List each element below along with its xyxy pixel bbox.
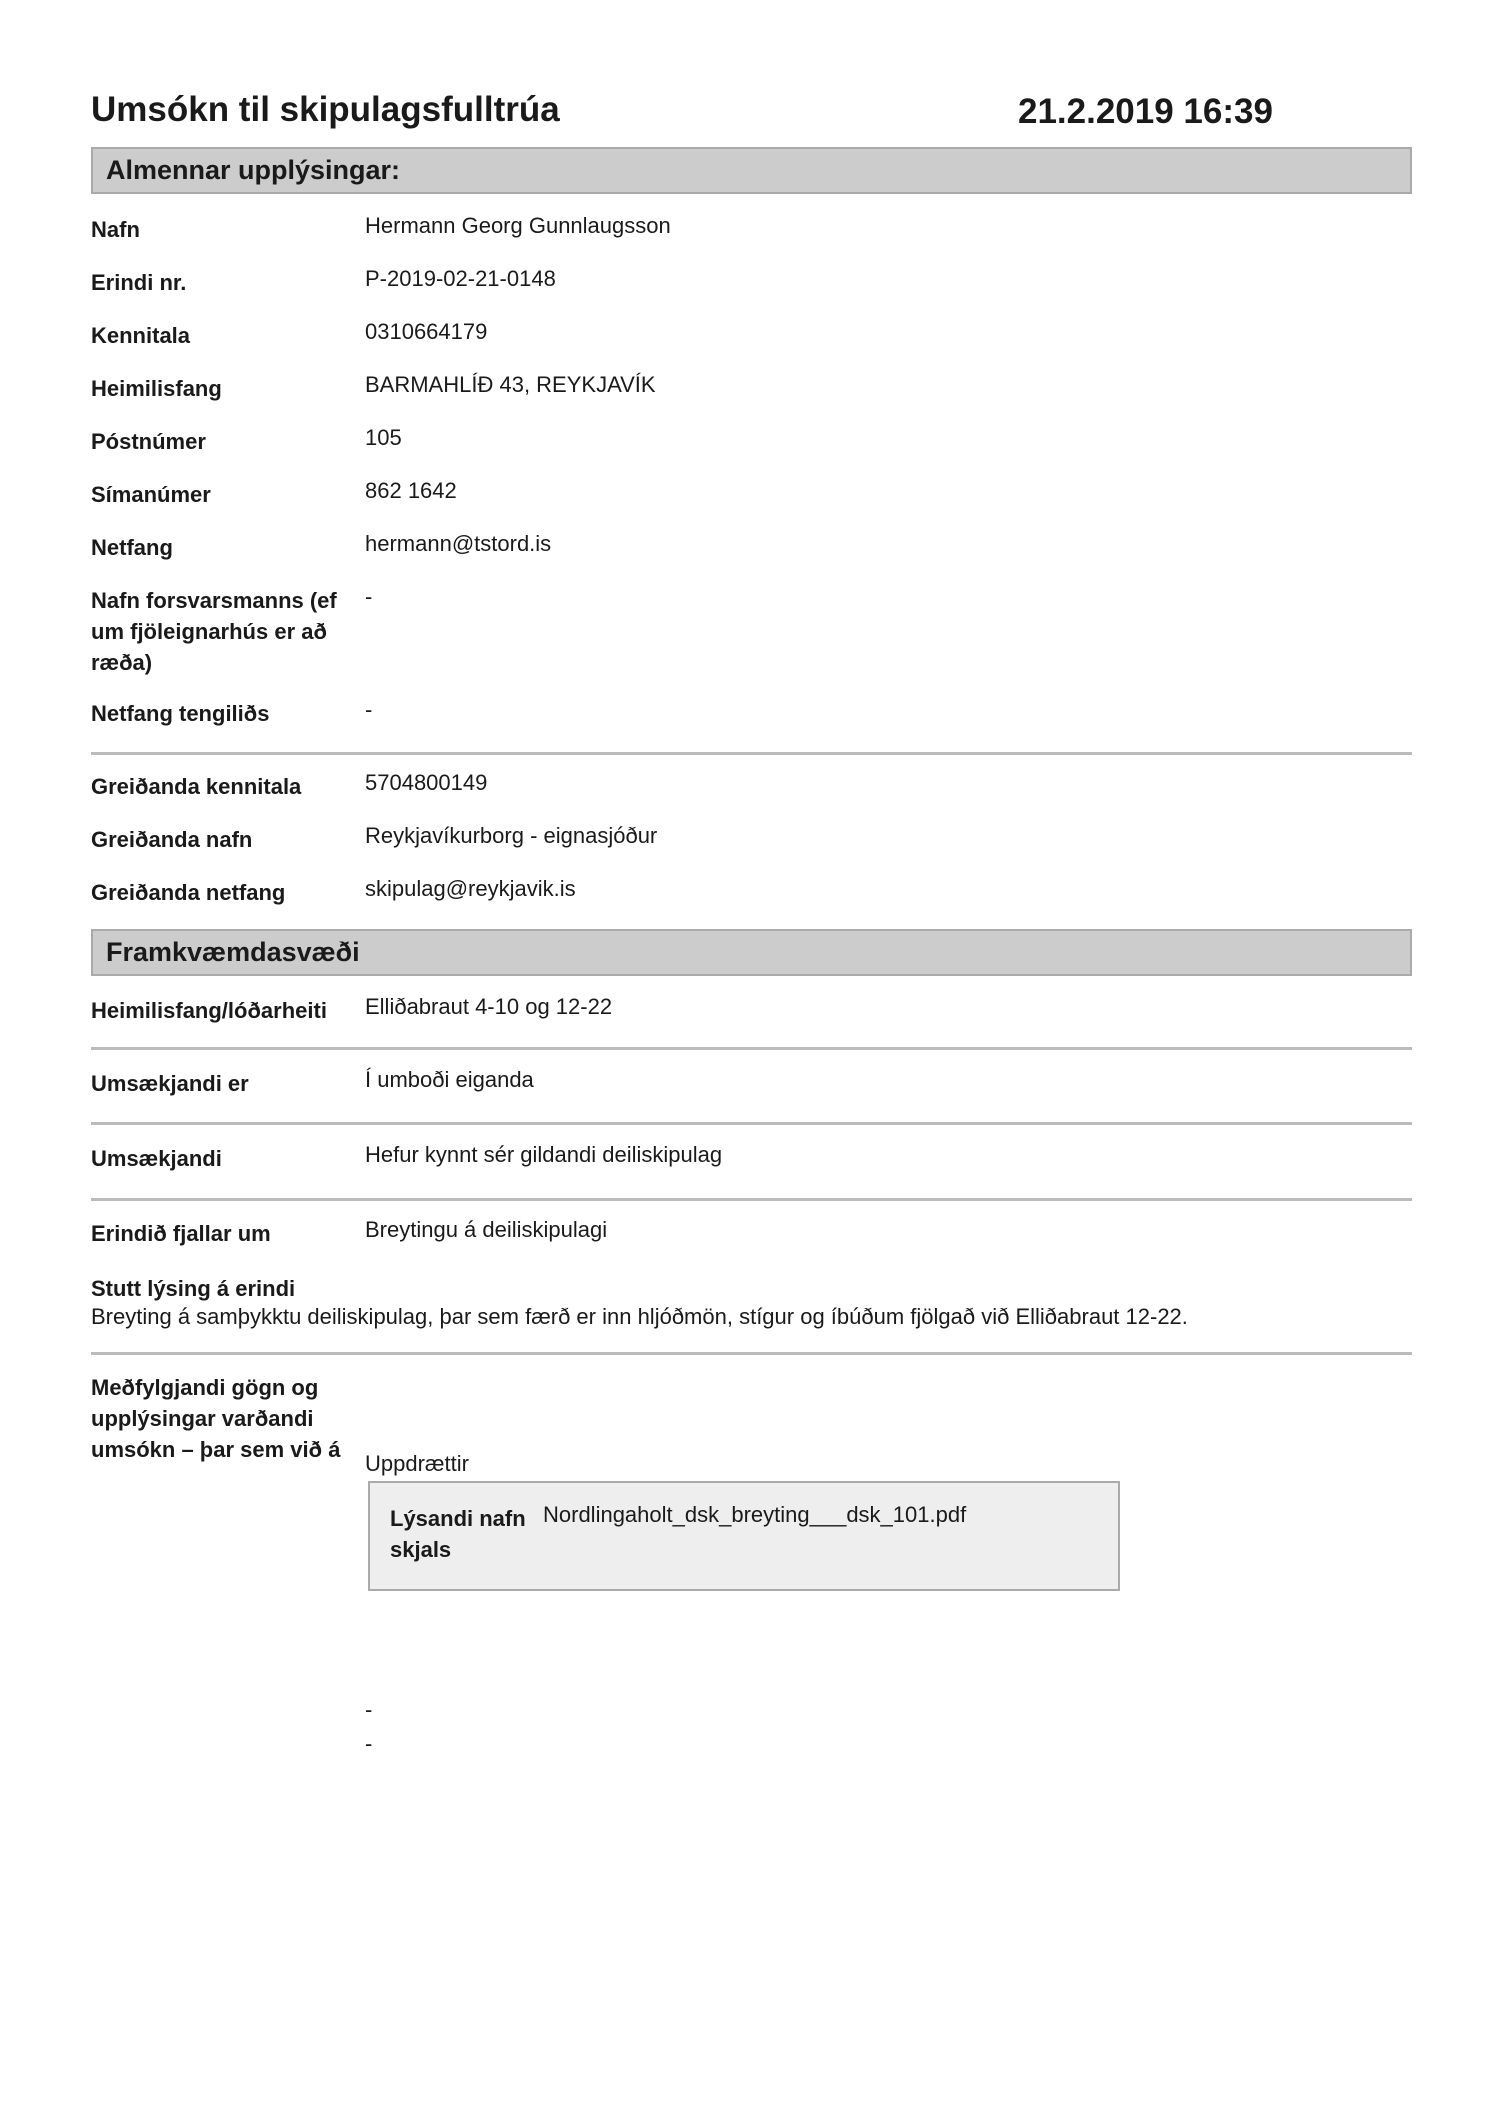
divider xyxy=(91,1352,1412,1355)
field-label: Erindið fjallar um xyxy=(91,1221,271,1246)
field-label: Umsækjandi xyxy=(91,1146,222,1171)
field-value: Reykjavíkurborg - eignasjóður xyxy=(365,823,658,848)
field-label: Greiðanda kennitala xyxy=(91,774,302,799)
field-value: Hermann Georg Gunnlaugsson xyxy=(365,213,671,238)
empty-value: - xyxy=(365,1731,373,1756)
attachment-category: Uppdrættir xyxy=(365,1451,469,1476)
field-value: 5704800149 xyxy=(365,770,488,795)
field-value: 105 xyxy=(365,425,402,450)
field-label: Nafn xyxy=(91,217,140,242)
field-label: Heimilisfang xyxy=(91,376,222,401)
field-label: Heimilisfang/lóðarheiti xyxy=(91,998,327,1023)
field-label: Greiðanda nafn xyxy=(91,827,253,852)
attachments-label: Meðfylgjandi gögn og upplýsingar varðandi umsókn – þar sem við á xyxy=(91,1375,341,1462)
divider xyxy=(91,1122,1412,1125)
field-value: skipulag@reykjavik.is xyxy=(365,876,576,901)
field-label: Nafn forsvarsmanns (ef um fjöleignarhús er að ræða) xyxy=(91,588,337,675)
submission-datetime: 21.2.2019 16:39 xyxy=(1018,92,1273,131)
field-value: hermann@tstord.is xyxy=(365,531,552,556)
section-header-general: Almennar upplýsingar: xyxy=(91,147,1412,194)
short-description-label: Stutt lýsing á erindi xyxy=(91,1276,296,1301)
field-value: P-2019-02-21-0148 xyxy=(365,266,556,291)
field-value: Hefur kynnt sér gildandi deiliskipulag xyxy=(365,1142,723,1167)
attachment-file-name[interactable]: Nordlingaholt_dsk_breyting___dsk_101.pdf xyxy=(543,1502,967,1527)
field-label: Netfang xyxy=(91,535,173,560)
field-label: Greiðanda netfang xyxy=(91,880,286,905)
field-value: Breytingu á deiliskipulagi xyxy=(365,1217,608,1242)
field-value: Elliðabraut 4-10 og 12-22 xyxy=(365,994,613,1019)
attachment-file-label: Lýsandi nafn skjals xyxy=(390,1506,526,1562)
field-value: 0310664179 xyxy=(365,319,488,344)
field-label: Póstnúmer xyxy=(91,429,206,454)
field-value: - xyxy=(365,584,373,609)
divider xyxy=(91,752,1412,755)
empty-value: - xyxy=(365,1697,373,1722)
field-label: Kennitala xyxy=(91,323,191,348)
page-title: Umsókn til skipulagsfulltrúa xyxy=(91,90,560,129)
field-value: Í umboði eiganda xyxy=(365,1067,534,1092)
field-label: Netfang tengiliðs xyxy=(91,701,270,726)
field-value: BARMAHLÍÐ 43, REYKJAVÍK xyxy=(365,372,656,397)
divider xyxy=(91,1198,1412,1201)
field-label: Erindi nr. xyxy=(91,270,187,295)
section-header-site: Framkvæmdasvæði xyxy=(91,929,1412,976)
field-value: 862 1642 xyxy=(365,478,457,503)
short-description-text: Breyting á samþykktu deiliskipulag, þar sem færð er inn hljóðmön, stígur og íbúðum fjölgað við Elliðabraut 12-22. xyxy=(91,1304,1188,1329)
field-value: - xyxy=(365,697,373,722)
field-label: Umsækjandi er xyxy=(91,1071,249,1096)
divider xyxy=(91,1047,1412,1050)
attachment-file-box xyxy=(368,1481,1120,1591)
field-label: Símanúmer xyxy=(91,482,211,507)
